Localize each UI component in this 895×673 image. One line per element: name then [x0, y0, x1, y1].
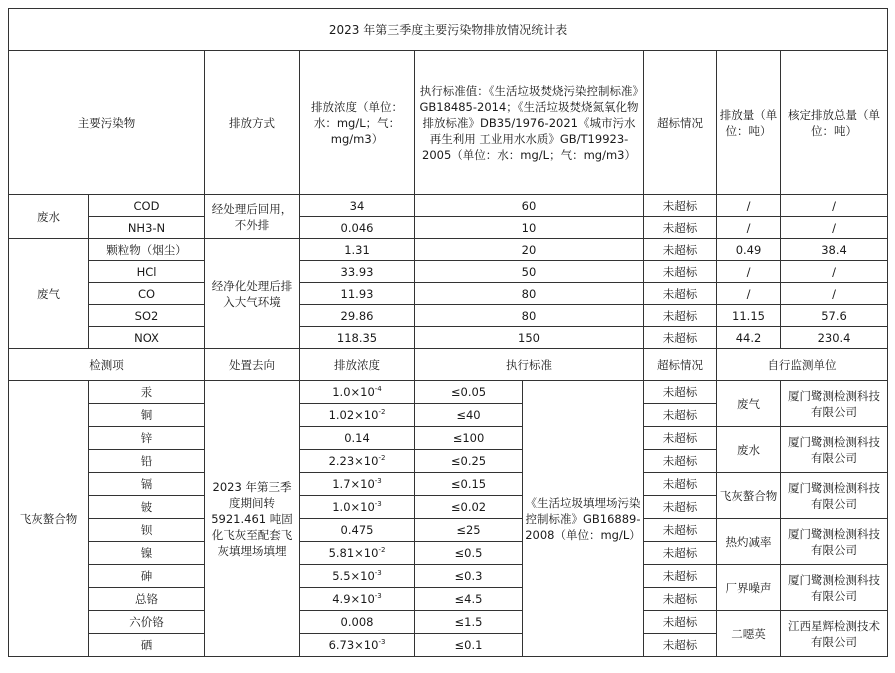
monitor-type: 废水 [717, 427, 781, 473]
ash-limit: ≤100 [415, 427, 523, 450]
ash-item: 锌 [89, 427, 205, 450]
table-row [9, 473, 888, 496]
ash-exceed: 未超标 [644, 404, 717, 427]
water-amount: / [717, 217, 781, 239]
ash-conc: $1.0\times 10^{-4}$ [300, 381, 415, 404]
water-conc: 0.046 [300, 217, 415, 239]
ash-exceed: 未超标 [644, 519, 717, 542]
gas-conc: 1.31 [300, 239, 415, 261]
ash-limit: ≤25 [415, 519, 523, 542]
ash-exceed: 未超标 [644, 565, 717, 588]
table-row [9, 239, 888, 261]
gas-total: / [781, 261, 888, 283]
table-row [9, 283, 888, 305]
ash-conc: $6.73\times 10^{-3}$ [300, 634, 415, 657]
gas-total: / [781, 283, 888, 305]
header2-disposal: 处置去向 [205, 349, 300, 381]
ash-conc: 0.475 [300, 519, 415, 542]
ash-exceed: 未超标 [644, 611, 717, 634]
ash-conc: $1.02\times 10^{-2}$ [300, 404, 415, 427]
ash-conc: 0.14 [300, 427, 415, 450]
gas-std: 20 [415, 239, 644, 261]
gas-item: HCl [89, 261, 205, 283]
ash-limit: ≤0.15 [415, 473, 523, 496]
ash-conc: $5.5\times 10^{-3}$ [300, 565, 415, 588]
ash-conc: $5.81\times 10^{-2}$ [300, 542, 415, 565]
gas-amount: 0.49 [717, 239, 781, 261]
table-row [9, 519, 888, 542]
ash-exceed: 未超标 [644, 473, 717, 496]
gas-conc: 33.93 [300, 261, 415, 283]
ash-exceed: 未超标 [644, 427, 717, 450]
gas-std: 80 [415, 283, 644, 305]
gas-std: 80 [415, 305, 644, 327]
header2-std: 执行标准 [415, 349, 644, 381]
water-total: / [781, 195, 888, 217]
water-exceed: 未超标 [644, 195, 717, 217]
gas-item: NOX [89, 327, 205, 349]
table-row [9, 261, 888, 283]
ash-conc: $1.7\times 10^{-3}$ [300, 473, 415, 496]
header-approved: 核定排放总量（单位：吨） [781, 51, 888, 195]
ash-limit: ≤1.5 [415, 611, 523, 634]
ash-limit: ≤0.3 [415, 565, 523, 588]
ash-limit: ≤4.5 [415, 588, 523, 611]
monitor-unit: 厦门鹭测检测科技有限公司 [781, 473, 888, 519]
ash-exceed: 未超标 [644, 381, 717, 404]
ash-item: 镍 [89, 542, 205, 565]
ash-limit: ≤40 [415, 404, 523, 427]
pollutant-statistics-table [8, 8, 888, 657]
gas-amount: / [717, 261, 781, 283]
water-item: NH3-N [89, 217, 205, 239]
gas-exceed: 未超标 [644, 239, 717, 261]
header2-item: 检测项 [9, 349, 205, 381]
ash-disposal: 2023 年第三季度期间转 5921.461 吨固化飞灰至配套飞灰填埋场填埋 [205, 381, 300, 657]
gas-exceed: 未超标 [644, 327, 717, 349]
ash-item: 铅 [89, 450, 205, 473]
monitor-unit: 江西星辉检测技术有限公司 [781, 611, 888, 657]
ash-conc: $2.23\times 10^{-2}$ [300, 450, 415, 473]
gas-exceed: 未超标 [644, 283, 717, 305]
gas-item: 颗粒物（烟尘） [89, 239, 205, 261]
header2-exceed: 超标情况 [644, 349, 717, 381]
water-method: 经处理后回用，不外排 [205, 195, 300, 239]
ash-item: 六价铬 [89, 611, 205, 634]
ash-category: 飞灰螯合物 [9, 381, 89, 657]
table-row [9, 217, 888, 239]
ash-conc: $4.9\times 10^{-3}$ [300, 588, 415, 611]
table-row [9, 305, 888, 327]
ash-item: 铍 [89, 496, 205, 519]
monitor-unit: 厦门鹭测检测科技有限公司 [781, 565, 888, 611]
ash-item: 汞 [89, 381, 205, 404]
gas-method: 经净化处理后排入大气环境 [205, 239, 300, 349]
table-row [9, 565, 888, 588]
header-pollutant: 主要污染物 [9, 51, 205, 195]
gas-exceed: 未超标 [644, 305, 717, 327]
monitor-type: 废气 [717, 381, 781, 427]
gas-item: CO [89, 283, 205, 305]
gas-exceed: 未超标 [644, 261, 717, 283]
ash-conc: 0.008 [300, 611, 415, 634]
gas-total: 230.4 [781, 327, 888, 349]
table-row [9, 611, 888, 634]
table-row [9, 327, 888, 349]
monitor-unit: 厦门鹭测检测科技有限公司 [781, 519, 888, 565]
gas-amount: / [717, 283, 781, 305]
monitor-type: 厂界噪声 [717, 565, 781, 611]
water-item: COD [89, 195, 205, 217]
monitor-type: 热灼减率 [717, 519, 781, 565]
header-concentration: 排放浓度（单位：水：mg/L；气：mg/m3） [300, 51, 415, 195]
gas-std: 50 [415, 261, 644, 283]
header-method: 排放方式 [205, 51, 300, 195]
ash-item: 钡 [89, 519, 205, 542]
water-std: 60 [415, 195, 644, 217]
header-amount: 排放量（单位：吨） [717, 51, 781, 195]
gas-conc: 118.35 [300, 327, 415, 349]
ash-exceed: 未超标 [644, 542, 717, 565]
ash-item: 砷 [89, 565, 205, 588]
gas-category: 废气 [9, 239, 89, 349]
table-row [9, 195, 888, 217]
monitor-type: 二噁英 [717, 611, 781, 657]
monitor-unit: 厦门鹭测检测科技有限公司 [781, 381, 888, 427]
gas-amount: 44.2 [717, 327, 781, 349]
ash-limit: ≤0.5 [415, 542, 523, 565]
ash-conc: $1.0\times 10^{-3}$ [300, 496, 415, 519]
gas-conc: 11.93 [300, 283, 415, 305]
water-exceed: 未超标 [644, 217, 717, 239]
water-conc: 34 [300, 195, 415, 217]
table-row [9, 427, 888, 450]
ash-exceed: 未超标 [644, 634, 717, 657]
ash-limit: ≤0.02 [415, 496, 523, 519]
water-std: 10 [415, 217, 644, 239]
gas-item: SO2 [89, 305, 205, 327]
gas-conc: 29.86 [300, 305, 415, 327]
gas-std: 150 [415, 327, 644, 349]
ash-item: 硒 [89, 634, 205, 657]
header-standard: 执行标准值：《生活垃圾焚烧污染控制标准》GB18485-2014；《生活垃圾焚烧氮氧化物排放标准》DB35/1976-2021《城市污水再生利用 工业用水水质》GB/T19923-2005（单位：水：mg/L；气：mg/m3） [415, 51, 644, 195]
water-amount: / [717, 195, 781, 217]
monitor-type: 飞灰螯合物 [717, 473, 781, 519]
ash-limit: ≤0.1 [415, 634, 523, 657]
header-exceed: 超标情况 [644, 51, 717, 195]
gas-total: 38.4 [781, 239, 888, 261]
ash-item: 铜 [89, 404, 205, 427]
water-category: 废水 [9, 195, 89, 239]
gas-amount: 11.15 [717, 305, 781, 327]
ash-exceed: 未超标 [644, 450, 717, 473]
ash-exceed: 未超标 [644, 588, 717, 611]
gas-total: 57.6 [781, 305, 888, 327]
ash-item: 镉 [89, 473, 205, 496]
ash-item: 总铬 [89, 588, 205, 611]
header2-conc: 排放浓度 [300, 349, 415, 381]
ash-standard: 《生活垃圾填埋场污染控制标准》GB16889-2008（单位：mg/L） [523, 381, 644, 657]
header2-unit: 自行监测单位 [717, 349, 888, 381]
ash-limit: ≤0.25 [415, 450, 523, 473]
table-title: 2023 年第三季度主要污染物排放情况统计表 [9, 9, 888, 51]
ash-exceed: 未超标 [644, 496, 717, 519]
ash-limit: ≤0.05 [415, 381, 523, 404]
table-row [9, 381, 888, 404]
water-total: / [781, 217, 888, 239]
monitor-unit: 厦门鹭测检测科技有限公司 [781, 427, 888, 473]
